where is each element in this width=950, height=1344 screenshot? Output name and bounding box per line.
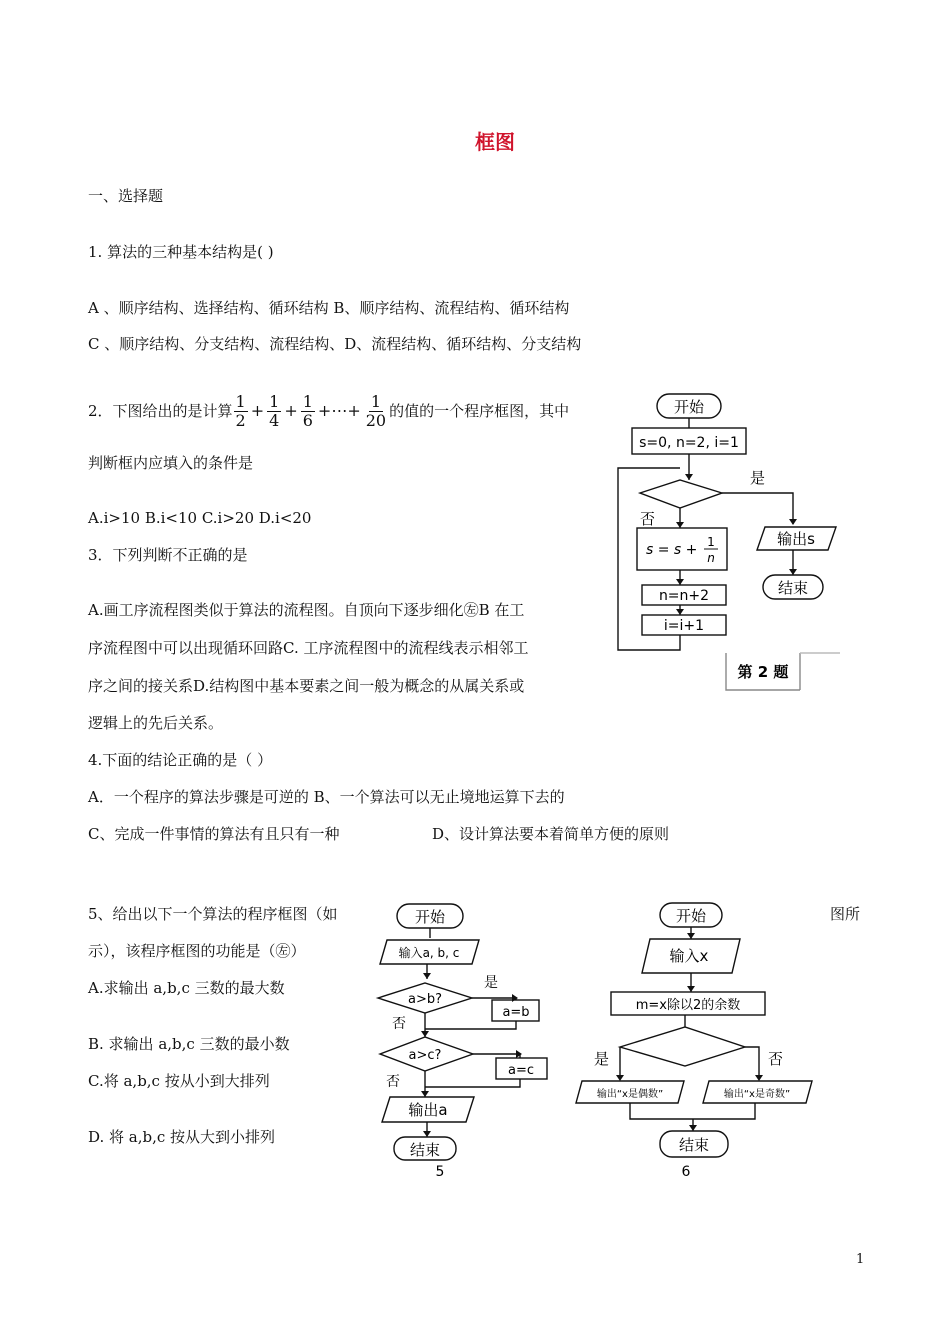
fig5-assign2-text: a=c <box>507 1063 535 1078</box>
q4-stem: 4.下面的结论正确的是（ ） <box>88 751 273 769</box>
fig2-caption: 第 2 题 <box>737 663 789 681</box>
fig6-out-even-text: 输出“x是偶数” <box>596 1089 664 1100</box>
fig2-formula-den: n <box>707 551 715 565</box>
q4-option-c: C、完成一件事情的算法有且只有一种 <box>88 825 340 843</box>
q2-suffix: 的值的一个程序框图，其中 <box>389 402 570 420</box>
fig5-input-text: 输入a, b, c <box>398 946 460 960</box>
page-number: 1 <box>856 1252 865 1267</box>
q3-line3: 序之间的接关系D.结构图中基本要素之间一般为概念的从属关系或 <box>88 677 525 695</box>
q5-option-a: A.求输出 a,b,c 三数的最大数 <box>88 979 285 997</box>
fig2-start-text: 开始 <box>673 398 705 416</box>
q5-line1: 5、给出以下一个算法的程序框图（如 <box>88 905 338 923</box>
fig5-end-text: 结束 <box>409 1141 441 1159</box>
q3-line2: 序流程图中可以出现循环回路C. 工序流程图中的流程线表示相邻工 <box>88 639 529 657</box>
q2-prefix: 2．下图给出的是计算 <box>88 402 233 420</box>
fig5-cond2-text: a>c? <box>408 1048 442 1063</box>
fig5-no-label-1: 否 <box>392 1016 406 1032</box>
fig5-cond1-text: a>b? <box>407 992 443 1007</box>
fig6-decision <box>620 1027 745 1066</box>
fig5-no-label-2: 否 <box>386 1074 400 1090</box>
fig2-end-text: 结束 <box>777 579 809 597</box>
section-heading: 一、选择题 <box>88 187 164 205</box>
fig6-yes-label: 是 <box>594 1050 610 1068</box>
q4-options-ab: A．一个程序的算法步骤是可逆的 B、一个算法可以无止境地运算下去的 <box>88 788 565 806</box>
fig6-out-odd-text: 输出“x是奇数” <box>723 1089 791 1100</box>
q5-option-c: C.将 a,b,c 按从小到大排列 <box>88 1072 270 1090</box>
q3-stem: 3．下列判断不正确的是 <box>88 546 248 564</box>
flowchart-q2 <box>610 388 845 693</box>
fig5-start-text: 开始 <box>414 908 446 926</box>
q4-option-d: D、设计算法要本着简单方便的原则 <box>432 825 670 843</box>
fig6-process-text: m=x除以2的余数 <box>635 998 741 1013</box>
q5-line2: 示），该程序框图的功能是（㊧） <box>88 942 306 960</box>
page-title: 框图 <box>475 130 515 154</box>
fig2-init-text: s=0, n=2, i=1 <box>639 435 739 451</box>
fig2-decision <box>640 480 722 508</box>
q5-option-d: D. 将 a,b,c 按从大到小排列 <box>88 1128 276 1146</box>
fig5-yes-label: 是 <box>484 975 498 991</box>
fraction-1-6: $\frac{1}{6}$ <box>302 391 313 430</box>
q2-options: A.i>10 B.i<10 C.i>20 D.i<20 <box>88 509 312 527</box>
fig6-start-text: 开始 <box>675 907 707 925</box>
fig2-output-text: 输出s <box>777 530 815 548</box>
flowchart-q5 <box>370 897 550 1182</box>
fig5-label: 5 <box>435 1164 445 1180</box>
fraction-1-4: $\frac{1}{4}$ <box>269 391 280 430</box>
q1-options-ab: A 、顺序结构、选择结构、循环结构 B、顺序结构、流程结构、循环结构 <box>88 299 570 317</box>
fig6-no-label: 否 <box>768 1050 784 1068</box>
plus-sign: + <box>250 401 265 420</box>
fig2-formula-num: 1 <box>707 535 715 549</box>
q2-line2: 判断框内应填入的条件是 <box>88 454 254 472</box>
q3-line1: A.画工序流程图类似于算法的流程图。自顶向下逐步细化㊧B 在工 <box>88 601 525 619</box>
fig5-output-text: 输出a <box>408 1101 448 1119</box>
fig5-assign1-text: a=b <box>502 1005 530 1020</box>
q5-tail: 图所 <box>830 905 861 923</box>
fraction-1-2: $\frac{1}{2}$ <box>235 391 246 430</box>
fig2-update-n-text: n=n+2 <box>658 588 710 604</box>
fig2-no-label: 否 <box>640 510 656 528</box>
fig6-input-text: 输入x <box>669 947 709 965</box>
q5-option-b: B. 求输出 a,b,c 三数的最小数 <box>88 1035 290 1053</box>
q1-options-cd: C 、顺序结构、分支结构、流程结构、D、流程结构、循环结构、分支结构 <box>88 335 582 353</box>
ellipsis-sum: +⋯+ <box>317 401 361 420</box>
fig2-formula-lhs: s = s + <box>646 542 698 558</box>
q3-line4: 逻辑上的先后关系。 <box>88 714 224 732</box>
fig2-yes-label: 是 <box>750 469 766 487</box>
flowchart-q6 <box>572 897 820 1182</box>
fig2-update-i-text: i=i+1 <box>663 618 705 634</box>
fig6-end-text: 结束 <box>678 1136 710 1154</box>
q2-stem <box>88 389 569 433</box>
q1-stem: 1. 算法的三种基本结构是( ) <box>88 243 274 261</box>
fig6-label: 6 <box>681 1164 691 1180</box>
fraction-1-20: $\frac{1}{20}$ <box>365 391 387 430</box>
plus-sign: + <box>284 401 298 420</box>
